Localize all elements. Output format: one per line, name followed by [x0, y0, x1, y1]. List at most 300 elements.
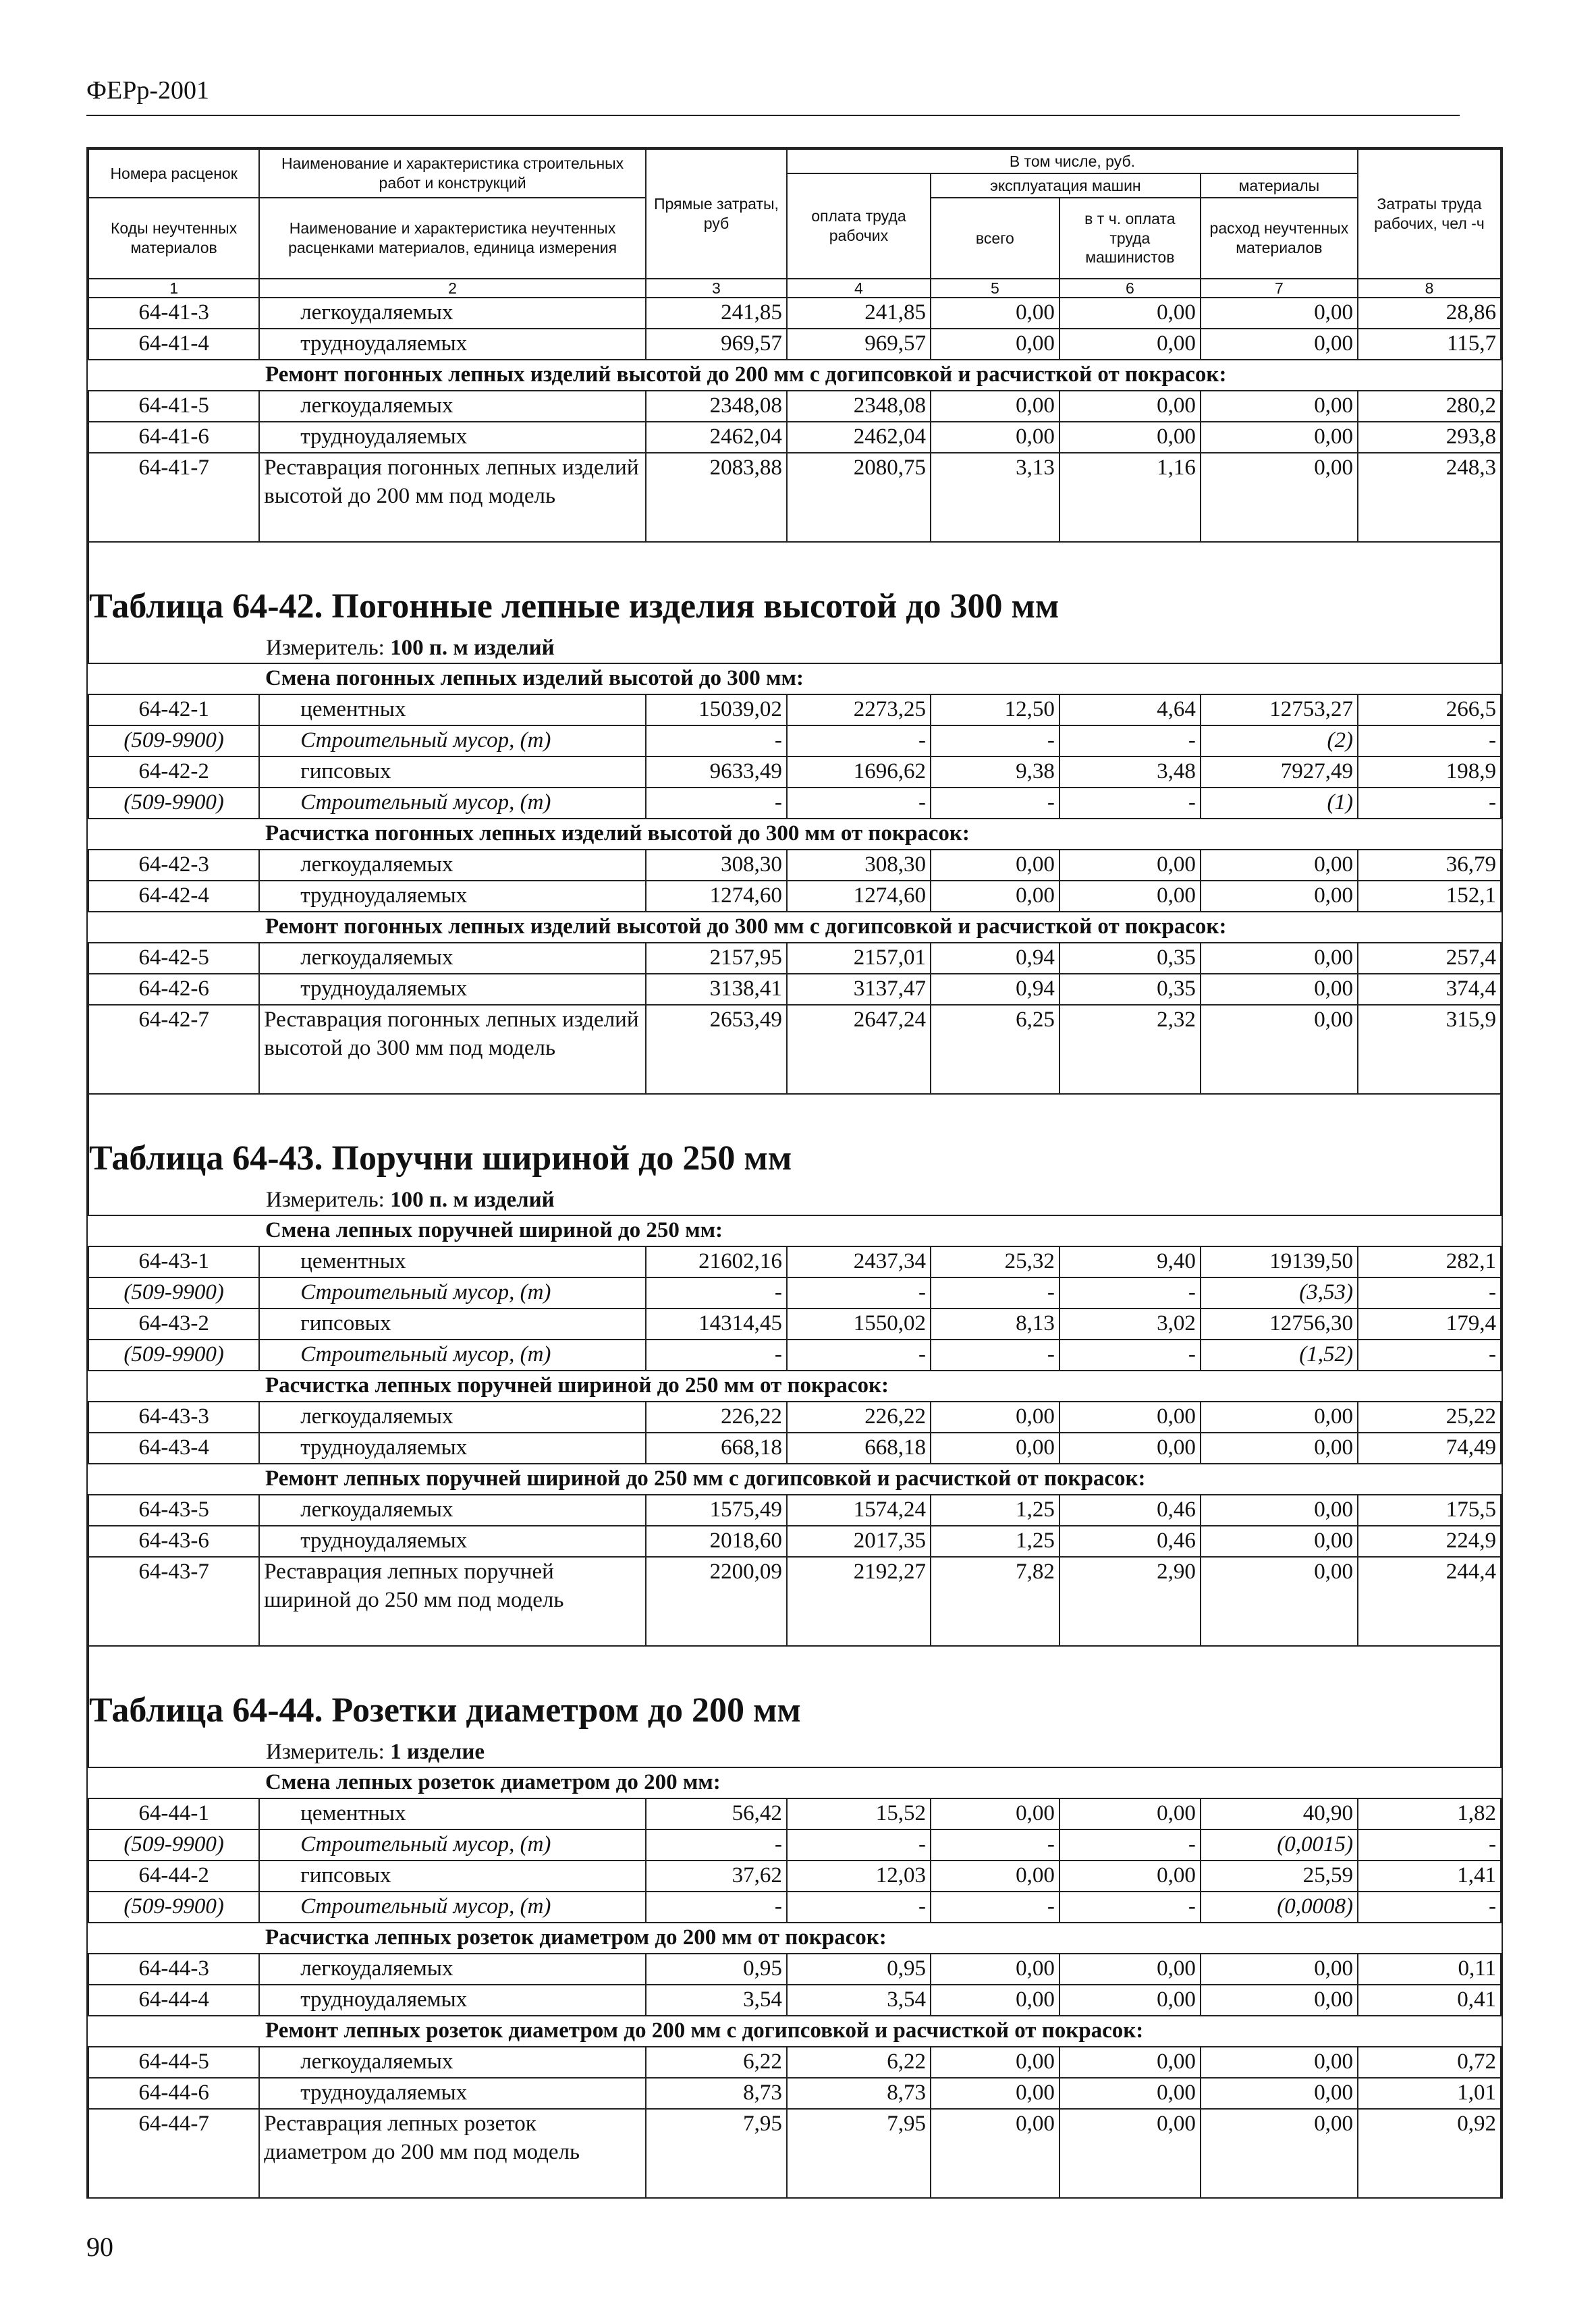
table-title-row	[88, 576, 1501, 633]
col-materials: материалы	[1201, 173, 1358, 198]
rate-value: 1574,24	[787, 1495, 931, 1526]
rate-value: -	[787, 1829, 931, 1861]
rate-value: 0,11	[1358, 1954, 1501, 1985]
rate-value: 0,00	[1201, 453, 1358, 542]
rate-value: -	[646, 1277, 787, 1309]
rate-value: -	[787, 725, 931, 756]
rate-value: 248,3	[1358, 453, 1501, 542]
rate-value: -	[787, 1277, 931, 1309]
rate-value: 179,4	[1358, 1309, 1501, 1340]
rate-name: цементных	[259, 1798, 646, 1829]
rate-value: 0,92	[1358, 2109, 1501, 2198]
rate-name: трудноудаляемых	[259, 1526, 646, 1557]
rate-value: (0,0008)	[1201, 1892, 1358, 1923]
rate-code: 64-44-5	[88, 2047, 259, 2078]
rate-value: 8,73	[787, 2078, 931, 2109]
rate-name: легкоудаляемых	[259, 298, 646, 329]
rate-value: 0,00	[1060, 1954, 1201, 1985]
rate-value: 2462,04	[646, 422, 787, 453]
rate-value: 2157,01	[787, 943, 931, 974]
measure-label: Измеритель:	[266, 636, 385, 660]
rate-value: 2,90	[1060, 1557, 1201, 1646]
col-name-top: Наименование и характеристика строительных работ и конструкций	[259, 149, 646, 198]
rate-value: 198,9	[1358, 756, 1501, 788]
rate-name: легкоудаляемых	[259, 391, 646, 422]
rate-value: 0,00	[931, 2047, 1060, 2078]
rate-row	[88, 943, 1501, 974]
rate-value: 374,4	[1358, 974, 1501, 1005]
rate-value: 0,00	[1201, 1433, 1358, 1464]
rate-value: 1,25	[931, 1495, 1060, 1526]
rate-value: 1,41	[1358, 1861, 1501, 1892]
rate-name: цементных	[259, 694, 646, 725]
rate-value: 0,00	[1201, 1402, 1358, 1433]
rate-name: трудноудаляемых	[259, 422, 646, 453]
column-number: 1	[88, 279, 259, 298]
rate-value: 7927,49	[1201, 756, 1358, 788]
rate-value: 2018,60	[646, 1526, 787, 1557]
rate-value: 0,46	[1060, 1526, 1201, 1557]
rate-value: 226,22	[787, 1402, 931, 1433]
rate-code: 64-44-4	[88, 1985, 259, 2016]
rate-code: (509-9900)	[88, 1892, 259, 1923]
rate-value: 1,16	[1060, 453, 1201, 542]
rate-row	[88, 1433, 1501, 1464]
rate-value: 2,32	[1060, 1005, 1201, 1094]
table-title: Таблица 64-43. Поручни шириной до 250 мм	[88, 1128, 1501, 1185]
rate-code: 64-42-4	[88, 881, 259, 912]
rate-row	[88, 694, 1501, 725]
rate-value: 0,00	[1060, 2078, 1201, 2109]
rate-name: цементных	[259, 1246, 646, 1277]
rate-value: -	[1060, 1277, 1201, 1309]
rate-value: 0,00	[931, 422, 1060, 453]
rate-value: 9633,49	[646, 756, 787, 788]
rate-name: трудноудаляемых	[259, 2078, 646, 2109]
rate-value: 0,00	[931, 298, 1060, 329]
rate-value: 21602,16	[646, 1246, 787, 1277]
rate-value: -	[646, 725, 787, 756]
rate-value: 241,85	[646, 298, 787, 329]
rate-value: 1,01	[1358, 2078, 1501, 2109]
rate-value: 0,00	[931, 850, 1060, 881]
rate-value: 0,00	[931, 1433, 1060, 1464]
rate-code: 64-42-5	[88, 943, 259, 974]
rate-name: Строительный мусор, (т)	[259, 1892, 646, 1923]
group-header-row	[88, 1215, 1501, 1246]
rate-value: 0,00	[1060, 298, 1201, 329]
group-header-row	[88, 1767, 1501, 1798]
rate-value: 14314,45	[646, 1309, 787, 1340]
group-header: Смена лепных розеток диаметром до 200 мм:	[88, 1767, 1501, 1798]
rate-value: 0,00	[1201, 1954, 1358, 1985]
gap-cell	[88, 1646, 1501, 1680]
rate-name: трудноудаляемых	[259, 881, 646, 912]
group-header: Расчистка лепных розеток диаметром до 200 мм от покрасок:	[88, 1923, 1501, 1954]
rate-row	[88, 1246, 1501, 1277]
rate-value: -	[1060, 725, 1201, 756]
rate-value: -	[1358, 1340, 1501, 1371]
rate-value: 0,95	[787, 1954, 931, 1985]
rate-row	[88, 1557, 1501, 1646]
rate-code: 64-42-6	[88, 974, 259, 1005]
rate-value: 0,00	[931, 1954, 1060, 1985]
rate-value: 315,9	[1358, 1005, 1501, 1094]
rate-value: 2017,35	[787, 1526, 931, 1557]
rate-name: трудноудаляемых	[259, 974, 646, 1005]
rate-name: Строительный мусор, (т)	[259, 1340, 646, 1371]
rate-code: (509-9900)	[88, 1340, 259, 1371]
col-name-bottom: Наименование и характеристика неучтенных расценками материалов, единица измерения	[259, 198, 646, 279]
rate-value: 0,72	[1358, 2047, 1501, 2078]
rate-value: 0,00	[1201, 2047, 1358, 2078]
col-direct: Прямые затраты, руб	[646, 149, 787, 279]
rate-row	[88, 1985, 1501, 2016]
rate-value: 12,50	[931, 694, 1060, 725]
col-including: В том числе, руб.	[787, 149, 1358, 173]
rate-value: 12756,30	[1201, 1309, 1358, 1340]
rate-row	[88, 1954, 1501, 1985]
measure-label: Измеритель:	[266, 1740, 385, 1764]
rate-value: 0,00	[1201, 974, 1358, 1005]
col-labor-cost: Затраты труда рабочих, чел -ч	[1358, 149, 1501, 279]
measure-row	[88, 633, 1501, 663]
rate-value: 0,00	[1060, 391, 1201, 422]
rate-value: 0,00	[1201, 943, 1358, 974]
rate-value: 12753,27	[1201, 694, 1358, 725]
table-title: Таблица 64-44. Розетки диаметром до 200 мм	[88, 1680, 1501, 1737]
rate-name: легкоудаляемых	[259, 2047, 646, 2078]
rate-value: 0,00	[1060, 2047, 1201, 2078]
rate-value: 0,00	[1201, 422, 1358, 453]
group-header-row	[88, 360, 1501, 391]
measure	[88, 633, 1501, 663]
rate-code: 64-43-4	[88, 1433, 259, 1464]
rate-value: 3138,41	[646, 974, 787, 1005]
rate-value: 6,25	[931, 1005, 1060, 1094]
rate-value: 1274,60	[646, 881, 787, 912]
group-header-row	[88, 663, 1501, 694]
measure-row	[88, 1185, 1501, 1215]
rate-value: 6,22	[646, 2047, 787, 2078]
rate-value: 2200,09	[646, 1557, 787, 1646]
col-machinists: в т ч. оплата труда машинистов	[1060, 198, 1201, 279]
col-codes-top: Номера расценок	[88, 149, 259, 198]
rate-code: 64-44-2	[88, 1861, 259, 1892]
rate-code: 64-42-2	[88, 756, 259, 788]
column-number: 5	[931, 279, 1060, 298]
rate-code: 64-41-5	[88, 391, 259, 422]
rate-code: (509-9900)	[88, 1277, 259, 1309]
rate-value: 0,00	[1201, 298, 1358, 329]
rate-name: легкоудаляемых	[259, 943, 646, 974]
rate-row	[88, 1861, 1501, 1892]
rate-row	[88, 974, 1501, 1005]
rate-value: 1,82	[1358, 1798, 1501, 1829]
rate-code: 64-41-7	[88, 453, 259, 542]
rate-code: (509-9900)	[88, 1829, 259, 1861]
rate-code: 64-43-1	[88, 1246, 259, 1277]
measure	[88, 1737, 1501, 1767]
rate-name: гипсовых	[259, 1309, 646, 1340]
rate-row	[88, 756, 1501, 788]
rate-name: гипсовых	[259, 1861, 646, 1892]
rate-name: Строительный мусор, (т)	[259, 1277, 646, 1309]
group-header: Ремонт погонных лепных изделий высотой до 200 мм с догипсовкой и расчисткой от покрасок:	[88, 360, 1501, 391]
rate-code: 64-44-6	[88, 2078, 259, 2109]
group-header-row	[88, 2016, 1501, 2047]
col-materials-unaccounted: расход неучтенных материалов	[1201, 198, 1358, 279]
rate-value: 28,86	[1358, 298, 1501, 329]
column-number: 4	[787, 279, 931, 298]
rate-value: 280,2	[1358, 391, 1501, 422]
rate-value: 2348,08	[787, 391, 931, 422]
rate-row	[88, 298, 1501, 329]
rate-value: 2192,27	[787, 1557, 931, 1646]
rate-value: 1274,60	[787, 881, 931, 912]
rate-value: 0,00	[1060, 1985, 1201, 2016]
table-gap	[88, 542, 1501, 576]
group-header-row	[88, 1464, 1501, 1495]
rate-value: 257,4	[1358, 943, 1501, 974]
rate-value: 36,79	[1358, 850, 1501, 881]
rate-name: Реставрация погонных лепных изделий высотой до 200 мм под модель	[259, 453, 646, 542]
rate-value: 37,62	[646, 1861, 787, 1892]
rate-value: 3,13	[931, 453, 1060, 542]
rate-row	[88, 2047, 1501, 2078]
rate-value: 969,57	[787, 329, 931, 360]
column-number: 2	[259, 279, 646, 298]
rate-value: 668,18	[646, 1433, 787, 1464]
material-row	[88, 788, 1501, 819]
measure-value: 1 изделие	[390, 1740, 485, 1764]
rate-name: Реставрация лепных поручней шириной до 250 мм под модель	[259, 1557, 646, 1646]
rate-value: 0,00	[1201, 329, 1358, 360]
rate-value: 152,1	[1358, 881, 1501, 912]
rate-value: 1575,49	[646, 1495, 787, 1526]
material-row	[88, 1277, 1501, 1309]
material-row	[88, 725, 1501, 756]
rate-value: (1)	[1201, 788, 1358, 819]
rate-value: (0,0015)	[1201, 1829, 1358, 1861]
rate-value: -	[931, 1829, 1060, 1861]
rate-code: (509-9900)	[88, 788, 259, 819]
rate-name: легкоудаляемых	[259, 850, 646, 881]
rate-row	[88, 1309, 1501, 1340]
rate-value: (1,52)	[1201, 1340, 1358, 1371]
rate-value: -	[931, 788, 1060, 819]
rate-value: -	[1358, 1829, 1501, 1861]
rate-value: 0,35	[1060, 943, 1201, 974]
rate-value: 0,00	[1201, 1005, 1358, 1094]
rate-value: -	[1358, 725, 1501, 756]
rate-row	[88, 2078, 1501, 2109]
material-row	[88, 1829, 1501, 1861]
rate-code: 64-43-2	[88, 1309, 259, 1340]
rate-value: 8,13	[931, 1309, 1060, 1340]
rate-value: -	[1060, 1892, 1201, 1923]
measure	[88, 1185, 1501, 1215]
rate-name: Реставрация лепных розеток диаметром до 200 мм под модель	[259, 2109, 646, 2198]
gap-cell	[88, 1094, 1501, 1128]
rate-value: -	[787, 1340, 931, 1371]
rate-value: 0,00	[931, 329, 1060, 360]
rate-value: -	[787, 788, 931, 819]
rate-value: 0,00	[1060, 1798, 1201, 1829]
rate-code: 64-43-7	[88, 1557, 259, 1646]
rate-value: 3,48	[1060, 756, 1201, 788]
column-number: 3	[646, 279, 787, 298]
rate-value: 3,54	[787, 1985, 931, 2016]
rate-value: 74,49	[1358, 1433, 1501, 1464]
rates-table	[88, 148, 1502, 2199]
rate-value: 25,32	[931, 1246, 1060, 1277]
rate-value: 4,64	[1060, 694, 1201, 725]
rate-row	[88, 1495, 1501, 1526]
column-number: 7	[1201, 279, 1358, 298]
rate-value: 0,35	[1060, 974, 1201, 1005]
rate-value: 3,02	[1060, 1309, 1201, 1340]
rate-name: легкоудаляемых	[259, 1402, 646, 1433]
group-header: Расчистка лепных поручней шириной до 250 мм от покрасок:	[88, 1371, 1501, 1402]
rate-value: 0,00	[1201, 391, 1358, 422]
rate-row	[88, 453, 1501, 542]
rate-row	[88, 850, 1501, 881]
measure-value: 100 п. м изделий	[390, 1188, 555, 1212]
rate-value: 175,5	[1358, 1495, 1501, 1526]
measure-value: 100 п. м изделий	[390, 636, 555, 660]
rate-value: 1696,62	[787, 756, 931, 788]
rate-value: 15039,02	[646, 694, 787, 725]
rate-value: 2348,08	[646, 391, 787, 422]
rate-code: 64-43-6	[88, 1526, 259, 1557]
rate-value: 0,00	[931, 391, 1060, 422]
document-header: ФЕРр-2001	[86, 76, 210, 105]
rate-value: 266,5	[1358, 694, 1501, 725]
rate-value: 8,73	[646, 2078, 787, 2109]
gap-cell	[88, 542, 1501, 576]
rate-value: -	[646, 1340, 787, 1371]
group-header-row	[88, 819, 1501, 850]
group-header-row	[88, 1371, 1501, 1402]
column-number: 8	[1358, 279, 1501, 298]
rate-value: 3137,47	[787, 974, 931, 1005]
group-header: Ремонт лепных поручней шириной до 250 мм с догипсовкой и расчисткой от покрасок:	[88, 1464, 1501, 1495]
rate-value: -	[1358, 1277, 1501, 1309]
rate-value: 0,00	[1201, 1557, 1358, 1646]
rate-row	[88, 391, 1501, 422]
rate-value: 7,82	[931, 1557, 1060, 1646]
rate-value: 0,00	[1060, 1433, 1201, 1464]
rate-value: 0,00	[931, 881, 1060, 912]
rate-value: 0,00	[1201, 2109, 1358, 2198]
column-numbers-row	[88, 279, 1501, 298]
rate-value: 0,00	[931, 1861, 1060, 1892]
rate-value: 12,03	[787, 1861, 931, 1892]
group-header-row	[88, 912, 1501, 943]
rate-value: 0,00	[931, 1798, 1060, 1829]
rate-code: 64-44-3	[88, 1954, 259, 1985]
measure-label: Измеритель:	[266, 1188, 385, 1212]
rate-value: -	[1060, 1340, 1201, 1371]
rate-value: 293,8	[1358, 422, 1501, 453]
rate-value: 6,22	[787, 2047, 931, 2078]
rate-name: Реставрация погонных лепных изделий высотой до 300 мм под модель	[259, 1005, 646, 1094]
rate-row	[88, 1402, 1501, 1433]
table-title-row	[88, 1128, 1501, 1185]
rate-code: 64-44-7	[88, 2109, 259, 2198]
rate-value: 0,00	[1201, 850, 1358, 881]
rate-value: 2083,88	[646, 453, 787, 542]
table-gap	[88, 1646, 1501, 1680]
rate-value: 0,00	[1201, 1985, 1358, 2016]
rate-value: (2)	[1201, 725, 1358, 756]
group-header-row	[88, 1923, 1501, 1954]
rate-value: 2273,25	[787, 694, 931, 725]
rate-name: Строительный мусор, (т)	[259, 725, 646, 756]
rate-value: -	[931, 1277, 1060, 1309]
rate-value: 19139,50	[1201, 1246, 1358, 1277]
rate-row	[88, 1005, 1501, 1094]
rate-code: 64-42-7	[88, 1005, 259, 1094]
rate-code: 64-43-5	[88, 1495, 259, 1526]
rate-code: (509-9900)	[88, 725, 259, 756]
rate-value: 0,00	[931, 2109, 1060, 2198]
group-header: Смена лепных поручней шириной до 250 мм:	[88, 1215, 1501, 1246]
rate-value: 0,00	[1060, 1402, 1201, 1433]
rate-value: 9,38	[931, 756, 1060, 788]
rate-value: -	[646, 1829, 787, 1861]
rate-row	[88, 329, 1501, 360]
rate-name: Строительный мусор, (т)	[259, 1829, 646, 1861]
rate-code: 64-41-6	[88, 422, 259, 453]
rate-value: 282,1	[1358, 1246, 1501, 1277]
rate-code: 64-42-1	[88, 694, 259, 725]
rate-value: 2647,24	[787, 1005, 931, 1094]
rate-row	[88, 881, 1501, 912]
rate-code: 64-44-1	[88, 1798, 259, 1829]
rate-value: -	[931, 725, 1060, 756]
col-machines: эксплуатация машин	[931, 173, 1201, 198]
rate-row	[88, 1798, 1501, 1829]
rate-value: 7,95	[646, 2109, 787, 2198]
rate-value: 0,00	[1060, 422, 1201, 453]
rate-row	[88, 1526, 1501, 1557]
rate-value: 2157,95	[646, 943, 787, 974]
rate-row	[88, 422, 1501, 453]
rate-value: 0,00	[1060, 329, 1201, 360]
rates-sheet	[86, 147, 1503, 2199]
rate-value: 0,00	[1060, 1861, 1201, 1892]
rate-value: 15,52	[787, 1798, 931, 1829]
rate-value: 244,4	[1358, 1557, 1501, 1646]
rate-value: 668,18	[787, 1433, 931, 1464]
rate-value: -	[1358, 1892, 1501, 1923]
table-gap	[88, 1094, 1501, 1128]
rate-value: 0,00	[1201, 1526, 1358, 1557]
rate-name: гипсовых	[259, 756, 646, 788]
rate-value: 0,00	[931, 2078, 1060, 2109]
rate-code: 64-42-3	[88, 850, 259, 881]
rate-value: 56,42	[646, 1798, 787, 1829]
material-row	[88, 1340, 1501, 1371]
rate-value: 0,46	[1060, 1495, 1201, 1526]
rate-name: легкоудаляемых	[259, 1954, 646, 1985]
rate-value: 25,22	[1358, 1402, 1501, 1433]
rate-name: трудноудаляемых	[259, 1985, 646, 2016]
table-title: Таблица 64-42. Погонные лепные изделия высотой до 300 мм	[88, 576, 1501, 633]
rate-value: 40,90	[1201, 1798, 1358, 1829]
